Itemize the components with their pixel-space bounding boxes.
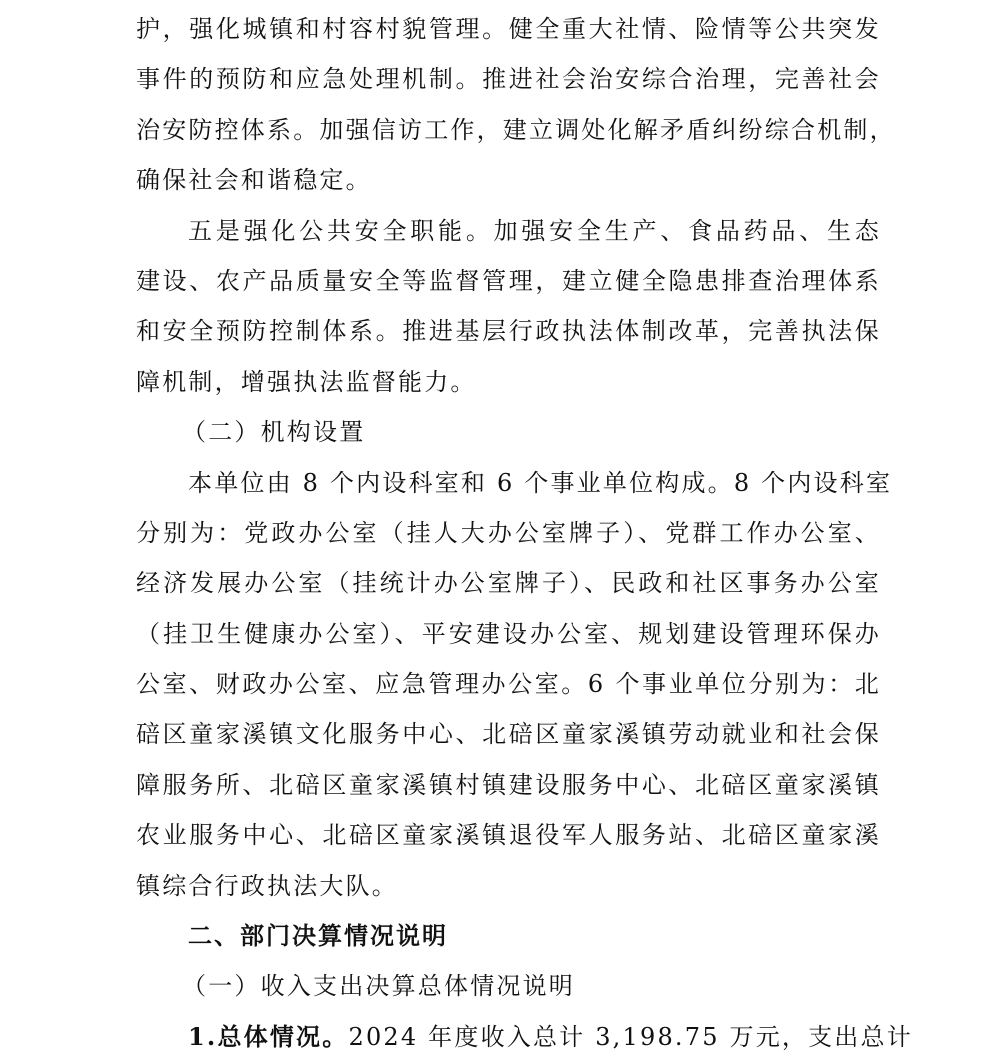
- text-line: 五是强化公共安全职能。加强安全生产、食品药品、生态: [188, 216, 881, 245]
- text-line: 和安全预防控制体系。推进基层行政执法体制改革，完善执法保: [136, 317, 881, 346]
- overall-label: 1.总体情况。: [188, 1021, 349, 1051]
- document-page: [136, 4, 913, 1062]
- heading-section-2: 二、部门决算情况说明: [188, 922, 448, 951]
- heading-organization: （二）机构设置: [182, 418, 366, 447]
- text-line: 公室、财政办公室、应急管理办公室。6 个事业单位分别为：北: [136, 670, 881, 699]
- text-line: 农业服务中心、北碚区童家溪镇退役军人服务站、北碚区童家溪: [136, 821, 881, 850]
- text-line: 建设、农产品质量安全等监督管理，建立健全隐患排查治理体系: [136, 266, 881, 295]
- text-line: 经济发展办公室（挂统计办公室牌子）、民政和社区事务办公室: [136, 569, 881, 598]
- text-line: 障服务所、北碚区童家溪镇村镇建设服务中心、北碚区童家溪镇: [136, 770, 881, 799]
- text-line: 确保社会和谐稳定。: [136, 166, 372, 195]
- text-line: 障机制，增强执法监督能力。: [136, 367, 477, 396]
- text-line: 本单位由 8 个内设科室和 6 个事业单位构成。8 个内设科室: [188, 468, 893, 497]
- text-line: （挂卫生健康办公室）、平安建设办公室、规划建设管理环保办: [136, 619, 881, 648]
- paragraph-organization: [136, 458, 893, 912]
- paragraph-public-management: [136, 4, 896, 206]
- heading-income-expense-summary: （一）收入支出决算总体情况说明: [182, 972, 575, 1001]
- text-line: 事件的预防和应急处理机制。推进社会治安综合治理，完善社会: [136, 65, 881, 94]
- paragraph-public-safety: [136, 206, 881, 408]
- overall-text: 2024 年度收入总计 3,198.75 万元，支出总计: [348, 1022, 913, 1051]
- text-line: 分别为：党政办公室（挂人大办公室牌子）、党群工作办公室、: [136, 518, 881, 547]
- text-line: 碚区童家溪镇文化服务中心、北碚区童家溪镇劳动就业和社会保: [136, 720, 881, 749]
- text-line: 护，强化城镇和村容村貌管理。健全重大社情、险情等公共突发: [136, 15, 881, 43]
- text-line: 治安防控体系。加强信访工作，建立调处化解矛盾纠纷综合机制，: [136, 115, 896, 144]
- text-line-overall: [136, 1012, 913, 1062]
- text-line: 镇综合行政执法大队。: [136, 871, 398, 900]
